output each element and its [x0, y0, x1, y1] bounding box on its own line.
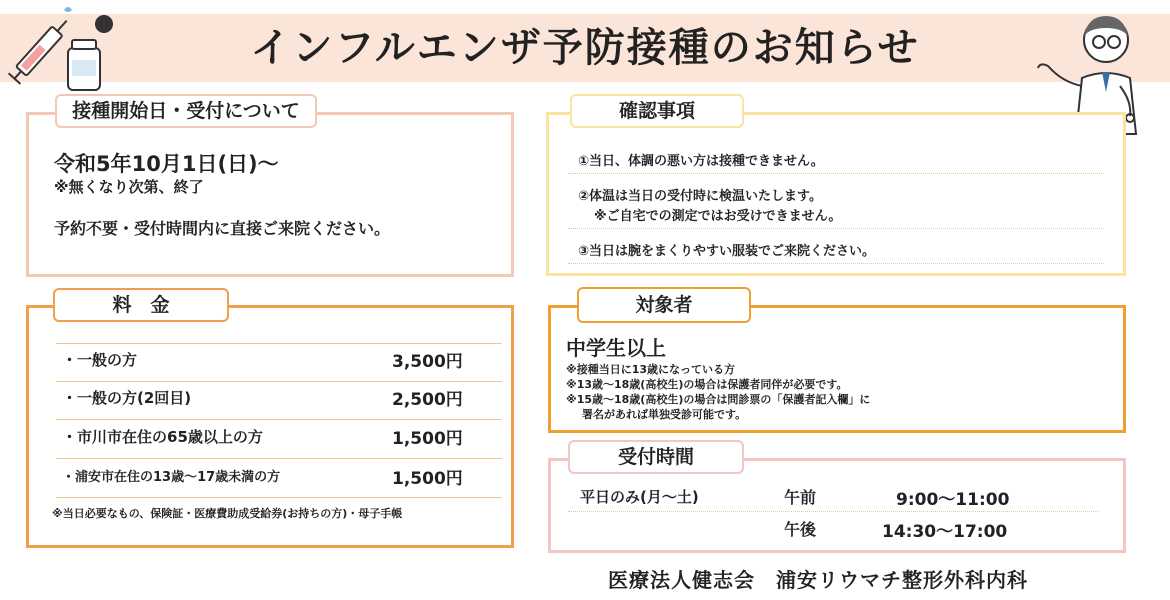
confirm-divider: [568, 173, 1104, 174]
target-note-2: ※13歳～18歳(高校生)の場合は保護者同伴が必要です。: [566, 378, 848, 391]
fee-divider: [56, 458, 502, 459]
fee-row-price: 1,500円: [392, 429, 463, 449]
hours-heading: 受付時間: [568, 440, 744, 474]
fee-note: ※当日必要なもの、保険証・医療費助成受給券(お持ちの方)・母子手帳: [52, 507, 403, 520]
fee-row-label: ・浦安市在住の13歳～17歳未満の方: [62, 470, 281, 485]
confirm-item-3: ③当日は腕をまくりやすい服装でご来院ください。: [578, 244, 876, 259]
confirm-heading: 確認事項: [570, 94, 744, 128]
reservation-note: 予約不要・受付時間内に直接ご来院ください。: [54, 219, 391, 238]
start-date-heading: 接種開始日・受付について: [55, 94, 317, 128]
hours-pm-label: 午後: [784, 520, 817, 539]
start-date-note: ※無くなり次第、終了: [54, 178, 204, 196]
page-title: インフルエンザ予防接種のお知らせ: [250, 25, 920, 71]
fee-divider: [56, 343, 502, 344]
target-main: 中学生以上: [566, 336, 666, 360]
hours-am-label: 午前: [784, 488, 817, 507]
confirm-item-1: ①当日、体調の悪い方は接種できません。: [578, 154, 824, 169]
fee-row-price: 3,500円: [392, 352, 463, 372]
fee-heading: 料 金: [53, 288, 229, 322]
hours-divider: [568, 511, 1098, 512]
confirm-item-2: ②体温は当日の受付時に検温いたします。: [578, 189, 822, 204]
fee-row-price: 1,500円: [392, 469, 463, 489]
confirm-divider: [568, 263, 1104, 264]
fee-divider: [56, 419, 502, 420]
clinic-name: 医療法人健志会 浦安リウマチ整形外科内科: [608, 568, 1028, 592]
fee-divider: [56, 497, 502, 498]
hours-pm-time: 14:30～17:00: [882, 522, 1008, 542]
fee-divider: [56, 381, 502, 382]
hours-days: 平日のみ(月～土): [580, 488, 699, 506]
confirm-divider: [568, 228, 1104, 229]
fee-row-label: ・一般の方(2回目): [62, 389, 192, 407]
fee-row-price: 2,500円: [392, 390, 463, 410]
confirm-item-2-sub: ※ご自宅での測定ではお受けできません。: [594, 209, 842, 224]
fee-row-label: ・一般の方: [62, 351, 138, 369]
target-note-4: 署名があれば単独受診可能です。: [582, 408, 747, 421]
start-date: 令和5年10月1日(日)～: [54, 152, 279, 176]
fee-row-label: ・市川市在住の65歳以上の方: [62, 428, 263, 446]
target-note-1: ※接種当日に13歳になっている方: [566, 363, 736, 376]
target-heading: 対象者: [577, 287, 751, 323]
hours-am-time: 9:00～11:00: [896, 490, 1010, 510]
target-note-3: ※15歳～18歳(高校生)の場合は問診票の「保護者記入欄」に: [566, 393, 871, 406]
syringe-vial-icon: [4, 2, 134, 94]
